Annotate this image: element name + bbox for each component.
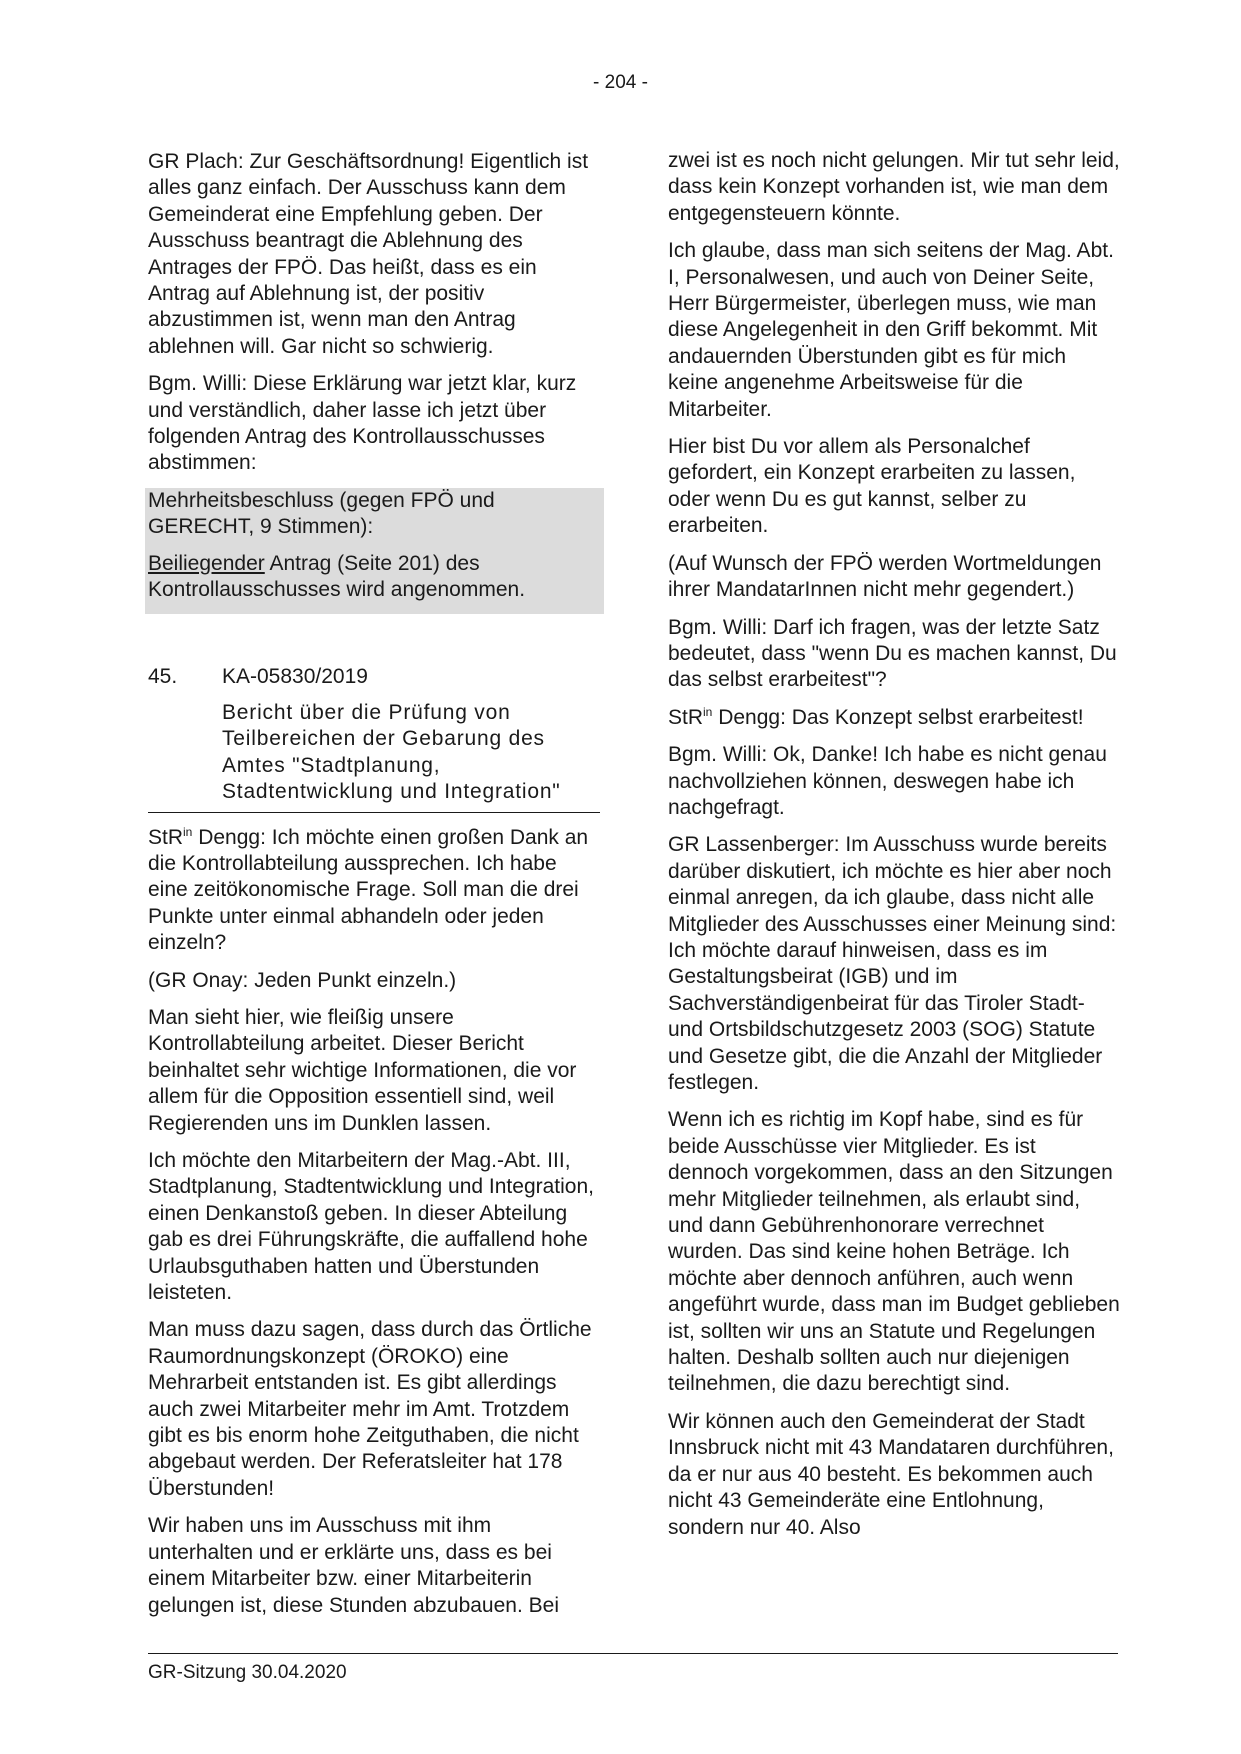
right-column [668,148,1120,1552]
paragraph: zwei ist es noch nicht gelungen. Mir tut sehr leid, dass kein Konzept vorhanden ist, wie man dem entgegensteuern könnte. [668,149,1120,225]
speaker-label: StR [148,825,184,849]
paragraph: (GR Onay: Jeden Punkt einzeln.) [148,968,457,992]
paragraph: Wir können auch den Gemeinderat der Stadt Innsbruck nicht mit 43 Mandataren durchführen, da er nur aus 40 besteht. Es bekommen auch nicht 43 Gemeinderäte eine Entlohnung, sondern nur 40. Also [668,1409,1114,1539]
footer-divider [148,1653,1118,1654]
agenda-item-code: KA-05830/2019 [222,664,368,688]
paragraph: (Auf Wunsch der FPÖ werden Wortmeldungen ihrer MandatarInnen nicht mehr gegendert.) [668,551,1102,602]
paragraph: Hier bist Du vor allem als Personalchef gefordert, ein Konzept erarbeiten zu lassen, oder wenn Du es gut kannst, selber zu erarbeiten. [668,435,1076,538]
paragraph: Bgm. Willi: Ok, Danke! Ich habe es nicht genau nachvollziehen können, deswegen habe ich nachgefragt. [668,743,1107,819]
footer-text: GR-Sitzung 30.04.2020 [148,1662,347,1683]
page-number: - 204 - [593,72,648,93]
paragraph: Man muss dazu sagen, dass durch das Örtliche Raumordnungskonzept (ÖROKO) eine Mehrarbeit entstanden ist. Es gibt allerdings auch zwei Mitarbeiter mehr im Amt. Trotzdem gibt es bis enorm hohe Zeitguthaben, die nicht abgebaut werden. Der Referatsleiter hat 178 Überstunden! [148,1318,592,1500]
speech-text: Dengg: Ich möchte einen großen Dank an die Kontrollabteilung aussprechen. Ich habe eine zeitökonomische Frage. Soll man die drei Punkte unter einmal abhandeln oder jeden einzeln? [148,825,589,955]
paragraph: GR Plach: Zur Geschäftsordnung! Eigentlich ist alles ganz einfach. Der Ausschuss kann dem Gemeinderat eine Empfehlung geben. Der Ausschuss beantragt die Ablehnung des Antrages der FPÖ. Das heißt, dass es ein Antrag auf Ablehnung ist, der positiv abzustimmen ist, wenn man den Antrag ablehnen will. Gar nicht so schwierig. [148,150,589,358]
paragraph: GR Lassenberger: Im Ausschuss wurde bereits darüber diskutiert, ich möchte es hier aber noch einmal anregen, da ich glaube, dass nicht alle Mitglieder des Ausschusses einer Meinung sind: Ich möchte darauf hinweisen, dass es im Gestaltungsbeirat (IGB) und im Sachverständigenbeirat für das Tiroler Stadt- und Ortsbildschutzgesetz 2003 (SOG) Statute und Gesetze gibt, die die Anzahl der Mitglieder festlegen. [668,833,1117,1094]
speech-text: Dengg: Das Konzept selbst erarbeitest! [712,705,1084,729]
speaker-sup: in [703,704,713,719]
paragraph: Ich glaube, dass man sich seitens der Mag. Abt. I, Personalwesen, und auch von Deiner Seite, Herr Bürgermeister, überlegen muss, wie man diese Angelegenheit in den Griff bekommt. Mit andauernden Überstunden gibt es für mich keine angenehme Arbeitsweise für die Mitarbeiter. [668,239,1114,421]
paragraph: Wir haben uns im Ausschuss mit ihm unterhalten und er erklärte uns, dass es bei einem Mitarbeiter bzw. einer Mitarbeiterin gelungen ist, diese Stunden abzubauen. Bei [148,1514,559,1617]
paragraph [668,705,1120,731]
resolution-text [148,551,600,614]
underlined-word: Beiliegender [148,551,265,575]
speaker-label: StR [668,705,704,729]
paragraph: Wenn ich es richtig im Kopf habe, sind es für beide Ausschüsse vier Mitglieder. Es ist dennoch vorgekommen, dass an den Sitzungen mehr Mitglieder teilnehmen, als erlaubt sind, und dann Gebührenhonorare verrechnet wurden. Das sind keine hohen Beträge. Ich möchte aber dennoch anführen, auch wenn angeführt wurde, dass man im Budget geblieben ist, sollten wir uns an Statute und Regelungen halten. Deshalb sollten auch nur diejenigen teilnehmen, die dazu berechtigt sind. [668,1108,1120,1396]
paragraph: Ich möchte den Mitarbeitern der Mag.-Abt. III, Stadtplanung, Stadtentwicklung und Integration, einen Denkanstoß geben. In dieser Abteilung gab es drei Führungskräfte, die auffallend hohe Urlaubsguthaben hatten und Überstunden leisteten. [148,1149,594,1305]
agenda-item-title: Bericht über die Prüfung von Teilbereichen der Gebarung des Amtes "Stadtplanung, Stadtentwicklung und Integration" [222,700,561,804]
speaker-sup: in [183,824,193,839]
resolution-rest: Antrag (Seite 201) des Kontrollausschusses wird angenommen. [148,551,526,602]
resolution-box [145,488,604,614]
paragraph: Bgm. Willi: Diese Erklärung war jetzt klar, kurz und verständlich, daher lasse ich jetzt über folgenden Antrag des Kontrollausschusses abstimmen: [148,372,577,475]
agenda-item-number: 45. [148,664,178,688]
left-column [148,149,600,1630]
paragraph: Bgm. Willi: Darf ich fragen, was der letzte Satz bedeutet, dass "wenn Du es machen kannst, Du das selbst erarbeitest"? [668,615,1117,692]
agenda-item-header [148,664,600,690]
paragraph: Man sieht hier, wie fleißig unsere Kontrollabteilung arbeitet. Dieser Bericht beinhaltet sehr wichtige Informationen, die vor allem für die Opposition essentiell sind, weil Regierenden uns im Dunklen lassen. [148,1005,577,1135]
paragraph [148,825,600,957]
divider [148,812,600,813]
resolution-result: Mehrheitsbeschluss (gegen FPÖ und GERECHT, 9 Stimmen): [148,488,495,539]
